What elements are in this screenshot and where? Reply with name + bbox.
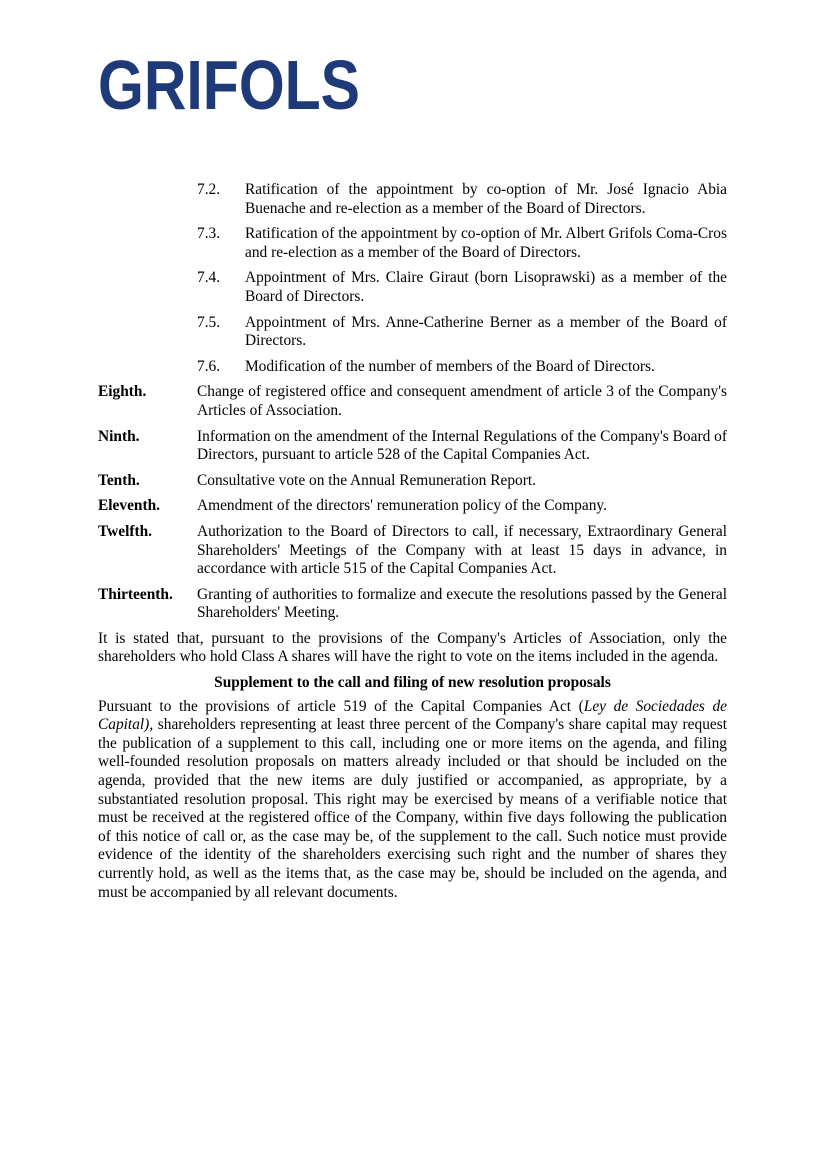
agenda-subitem-7-6	[197, 358, 727, 377]
agenda-item-tenth	[98, 472, 727, 491]
subitem-number: 7.2.	[197, 181, 221, 198]
subitem-number: 7.3.	[197, 225, 221, 243]
voting-rights-statement: It is stated that, pursuant to the provisions of the Company's Articles of Association, only the shareholders who hold Class A shares will have the right to vote on the items included in the agenda.	[98, 629, 727, 666]
grifols-logo-graphic	[98, 46, 362, 124]
agenda-item-twelfth	[98, 523, 727, 579]
subitem-text: Modification of the number of members of the Board of Directors.	[245, 357, 655, 375]
agenda-subitem-7-5	[197, 314, 727, 351]
item-label: Twelfth.	[98, 522, 153, 540]
item-text: Authorization to the Board of Directors to call, if necessary, Extraordinary General Shareholders' Meetings of the Company with at least 15 days in advance, in accordance with article 515 of the Capital Companies Act.	[197, 522, 727, 578]
section-heading: Supplement to the call and filing of new resolution proposals	[214, 674, 611, 692]
item-label: Thirteenth.	[98, 585, 173, 603]
supplement-paragraph	[98, 698, 727, 903]
supplement-law-name: Ley de Sociedades de Capital)	[98, 697, 727, 734]
item-label: Eighth.	[98, 383, 147, 401]
grifols-logo-text: GRIFOLS	[98, 46, 360, 124]
subitem-text: Appointment of Mrs. Claire Giraut (born Lisoprawski) as a member of the Board of Directors.	[245, 269, 727, 305]
agenda-item-thirteenth	[98, 586, 727, 623]
subitem-number: 7.5.	[197, 313, 221, 331]
agenda-item-eighth	[98, 383, 727, 420]
agenda-item-eleventh	[98, 497, 727, 516]
item-text: Change of registered office and consequent amendment of article 3 of the Company's Articles of Association.	[197, 383, 727, 419]
item-label: Ninth.	[98, 427, 140, 445]
agenda-item-ninth	[98, 428, 727, 465]
agenda-subitem-7-3	[197, 225, 727, 262]
subitem-text: Appointment of Mrs. Anne-Catherine Berner as a member of the Board of Directors.	[245, 313, 727, 350]
grifols-logo	[98, 46, 362, 124]
item-label: Tenth.	[98, 471, 140, 489]
supplement-text-rest: , shareholders representing at least three percent of the Company's share capital may request the publication of a supplement to this call, including one or more items on the agenda, and filing well-founded resolution proposals on matters already included or that should be included on the agenda, provided that the new items are duly justified or accompanied, as appropriate, by a substantiated resolution proposal. This right may be exercised by means of a verifiable notice that must be received at the registered office of the Company, within five days following the publication of this notice of call or, as the case may be, of the supplement to the call. Such notice must provide evidence of the identity of the shareholders exercising such right and the number of shares they currently hold, as well as the items that, as the case may be, should be included on the agenda, and must be accompanied by all relevant documents.	[98, 716, 727, 901]
document-body	[98, 181, 727, 909]
subitem-number: 7.4.	[197, 269, 221, 287]
item-text: Amendment of the directors' remuneration policy of the Company.	[197, 497, 607, 515]
subitem-text: Ratification of the appointment by co-option of Mr. Albert Grifols Coma-Cros and re-election as a member of the Board of Directors.	[245, 225, 727, 261]
subitem-text: Ratification of the appointment by co-option of Mr. José Ignacio Abia Buenache and re-election as a member of the Board of Directors.	[245, 181, 727, 217]
item-text: Granting of authorities to formalize and execute the resolutions passed by the General Shareholders' Meeting.	[197, 585, 727, 622]
item-text: Information on the amendment of the Internal Regulations of the Company's Board of Directors, pursuant to article 528 of the Capital Companies Act.	[197, 427, 727, 464]
agenda-subitem-7-2	[197, 181, 727, 218]
item-text: Consultative vote on the Annual Remuneration Report.	[197, 471, 536, 489]
supplement-text-start: Pursuant to the provisions of article 519 of the Capital Companies Act (	[98, 697, 584, 715]
item-label: Eleventh.	[98, 497, 160, 515]
agenda-subitem-7-4	[197, 269, 727, 306]
subitem-number: 7.6.	[197, 357, 221, 375]
